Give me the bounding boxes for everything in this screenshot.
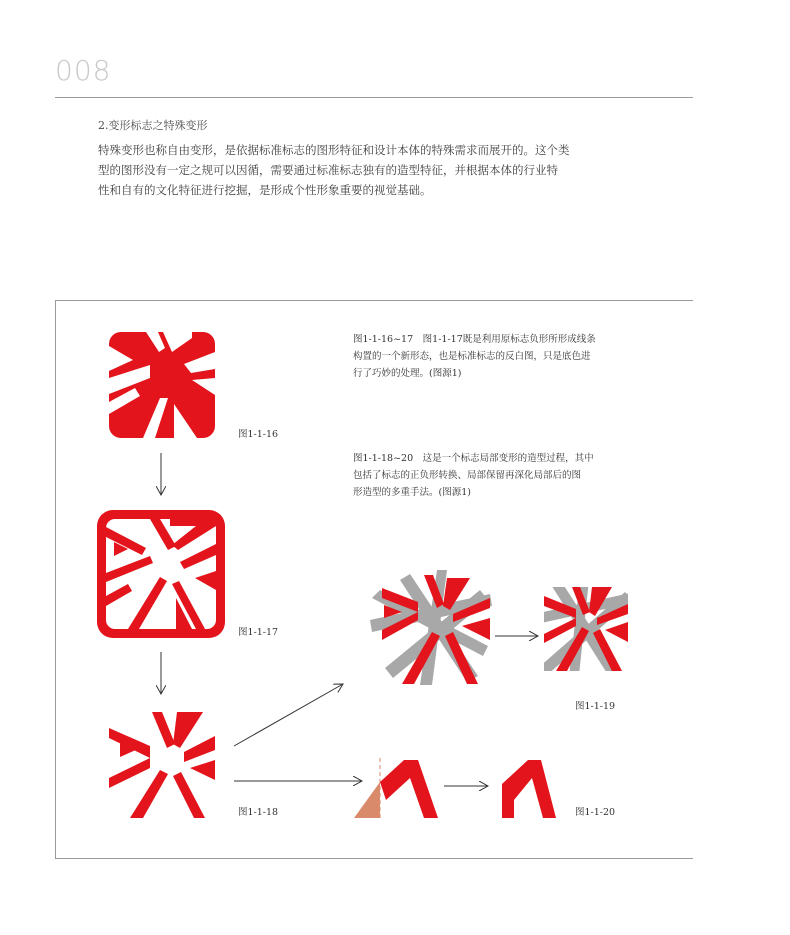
arrow-to-fig19 [234, 684, 343, 746]
caption-fig18: 图1-1-18 [238, 807, 279, 818]
intro-line: 特殊变形也称自由变形，是依据标准标志的图形特征和设计本体的特殊需求而展开的。这个类 [98, 143, 570, 157]
note-line: 构置的一个新形态，也是标准标志的反白图，只是底色进 [353, 351, 591, 362]
intro-line: 型的图形没有一定之规可以因循，需要通过标准标志独有的造型特征，并根据本体的行业特 [98, 163, 558, 177]
logo-fig16 [109, 332, 215, 438]
logo-fig17 [97, 510, 225, 638]
orange-triangle [354, 782, 380, 818]
note-line: 图1-1-16~17 图1-1-17既是利用原标志负形所形成线条 [353, 334, 596, 345]
logo-fig20 [502, 760, 556, 818]
caption-fig16: 图1-1-16 [238, 429, 279, 440]
caption-fig19: 图1-1-19 [575, 701, 616, 712]
logo-fig20-step [354, 758, 438, 818]
caption-fig20: 图1-1-20 [575, 807, 616, 818]
caption-fig17: 图1-1-17 [238, 627, 279, 638]
logo-fig19-result [530, 570, 637, 685]
logo-fig18 [109, 712, 215, 818]
page-number: 008 [55, 54, 112, 87]
intro-line: 性和自有的文化特征进行挖掘，是形成个性形象重要的视觉基础。 [98, 183, 432, 197]
note-line: 包括了标志的正负形转换、局部保留再深化局部后的图 [353, 470, 582, 481]
red-chevron [380, 760, 438, 818]
logo-fig19-stage1 [370, 570, 492, 685]
section-title: 2.变形标志之特殊变形 [98, 119, 208, 132]
note-line: 图1-1-18~20 这是一个标志局部变形的造型过程，其中 [353, 453, 594, 464]
note-line: 行了巧妙的处理。(图源1) [353, 368, 462, 379]
note-line: 形造型的多重手法。(图源1) [353, 487, 471, 498]
